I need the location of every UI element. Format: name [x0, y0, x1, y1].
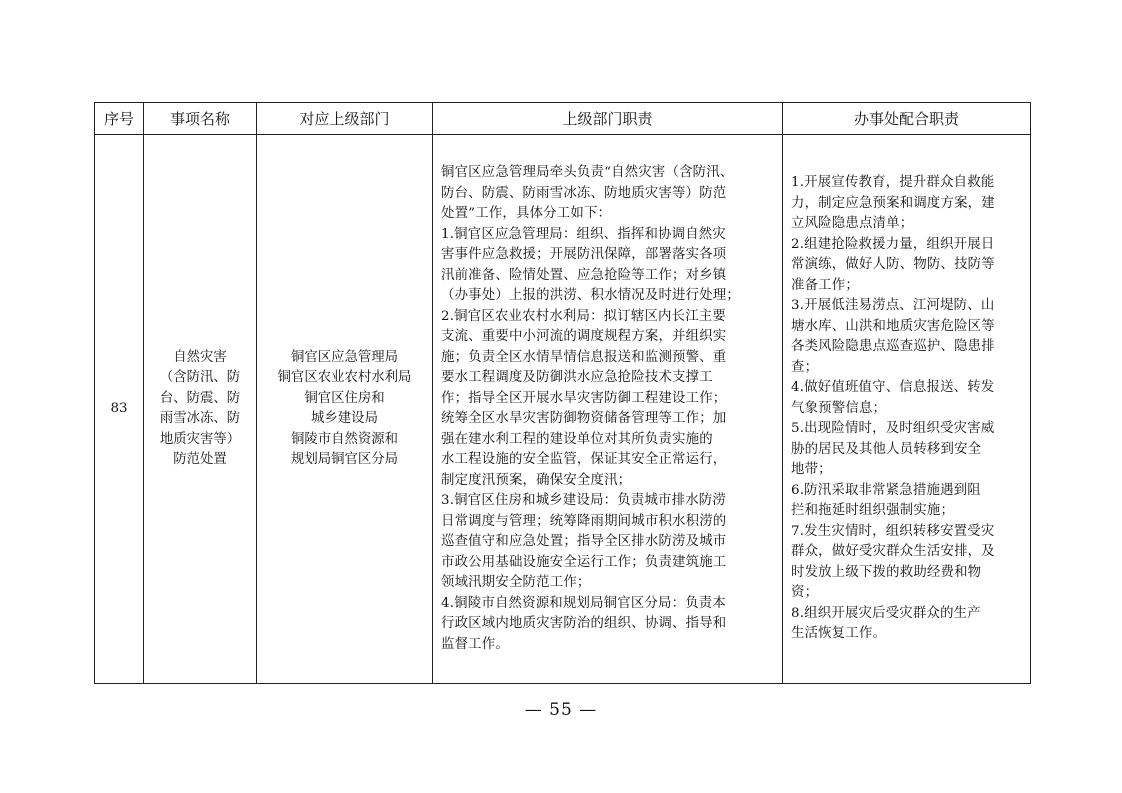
upper-duty-line: 2.铜官区农业农村水利局：拟订辖区内长江主要 [441, 308, 726, 324]
office-duty-line: 各类风险隐患点巡查巡护、隐患排 [791, 339, 995, 355]
department-line: 铜官区应急管理局 [290, 349, 399, 365]
row-index: 83 [95, 135, 144, 684]
header-upper-duties: 上级部门职责 [433, 103, 783, 135]
office-duty-line: 地带； [791, 462, 832, 478]
item-name-line: （含防汛、防 [159, 370, 241, 385]
upper-duty-line: 铜官区应急管理局牵头负责“自然灾害（含防汛、 [441, 165, 734, 180]
upper-duty-line: 统筹全区水旱灾害防御物资储备管理等工作；加 [441, 411, 727, 426]
department-line: 铜陵市自然资源和 [290, 431, 399, 447]
upper-duty-line: 日常调度与管理；统筹降雨期间城市积水积涝的 [441, 513, 727, 529]
row-upper-department [257, 135, 433, 684]
item-name-line: 台、防震、防 [159, 390, 241, 406]
item-name-line: 防范处置 [173, 452, 227, 467]
upper-duty-line: 水工程设施的安全监管，保证其安全正常运行， [441, 452, 727, 467]
row-item-name [144, 135, 257, 684]
office-duty-line: 胁的居民及其他人员转移到安全 [791, 441, 982, 457]
office-duty-line: 气象预警信息； [791, 400, 887, 416]
row-office-duties [783, 135, 1031, 684]
office-duty-line: 6.防汛采取非常紧急措施遇到阻 [791, 482, 981, 498]
office-duty-line: 准备工作； [791, 277, 859, 293]
office-duty-line: 时发放上级下拨的救助经费和物 [791, 564, 982, 580]
header-upper-department: 对应上级部门 [257, 103, 433, 135]
office-duty-line: 立风险隐患点清单； [791, 216, 914, 232]
upper-duty-line: 汛前准备、险情处置、应急抢险等工作；对乡镇 [441, 267, 727, 283]
department-line: 城乡建设局 [311, 411, 378, 426]
upper-duty-line: 要水工程调度及防御洪水应急抢险技术支撑工 [441, 370, 713, 385]
upper-duty-line: 支流、重要中小河流的调度规程方案，并组织实 [441, 329, 727, 344]
upper-duty-line: （办事处）上报的洪涝、积水情况及时进行处理； [441, 288, 740, 303]
upper-duty-line: 害事件应急救援；开展防汛保障，部署落实各项 [441, 247, 727, 262]
office-duty-line: 力，制定应急预案和调度方案，建 [791, 195, 995, 211]
upper-duty-line: 监督工作。 [441, 636, 509, 652]
office-duty-line: 资； [791, 585, 819, 601]
upper-duty-line: 处置”工作，具体分工如下： [441, 206, 612, 221]
item-name-line: 地质灾害等） [159, 431, 241, 447]
office-duty-line: 塘水库、山洪和地质灾害危险区等 [791, 318, 995, 334]
upper-duty-line: 强在建水利工程的建设单位对其所负责实施的 [441, 431, 713, 447]
header-office-duties: 办事处配合职责 [783, 103, 1031, 135]
upper-duty-line: 市政公用基础设施安全运行工作；负责建筑施工 [441, 554, 727, 570]
duty-table [94, 102, 1031, 684]
office-duty-line: 3.开展低洼易涝点、江河堤防、山 [791, 298, 995, 314]
upper-duty-line: 领域汛期安全防范工作； [441, 575, 591, 590]
table-header-row [95, 103, 1031, 135]
header-item-name: 事项名称 [144, 103, 257, 135]
table-row [95, 135, 1031, 684]
office-duty-line: 8.组织开展灾后受灾群众的生产 [791, 605, 981, 621]
office-duty-line: 2.组建抢险救援力量，组织开展日 [791, 236, 995, 252]
office-duty-line: 5.出现险情时，及时组织受灾害威 [791, 421, 995, 437]
office-duty-line: 拦和拖延时组织强制实施； [791, 503, 955, 519]
office-duty-line: 生活恢复工作。 [791, 626, 887, 642]
item-name-line: 雨雪冰冻、防 [159, 411, 241, 426]
office-duty-line: 4.做好值班值守、信息报送、转发 [791, 380, 995, 396]
office-duty-line: 群众，做好受灾群众生活安排，及 [791, 544, 995, 560]
upper-duty-line: 防台、防震、防雨雪冰冻、防地质灾害等）防范 [441, 185, 727, 201]
upper-duty-line: 施；负责全区水情旱情信息报送和监测预警、重 [441, 349, 727, 365]
item-name-line: 自然灾害 [173, 349, 227, 365]
department-line: 规划局铜官区分局 [290, 452, 399, 467]
department-line: 铜官区住房和 [304, 390, 385, 406]
department-line: 铜官区农业农村水利局 [277, 370, 412, 385]
upper-duty-line: 4.铜陵市自然资源和规划局铜官区分局：负责本 [441, 595, 726, 611]
upper-duty-line: 行政区域内地质灾害防治的组织、协调、指导和 [441, 616, 727, 631]
office-duty-line: 查； [791, 359, 819, 375]
upper-duty-line: 巡查值守和应急处置；指导全区排水防涝及城市 [441, 534, 727, 549]
upper-duty-line: 1.铜官区应急管理局：组织、指挥和协调自然灾 [441, 226, 726, 242]
page-number: — 55 — [524, 700, 598, 720]
office-duty-line: 1.开展宣传教育，提升群众自救能 [791, 175, 995, 191]
upper-duty-line: 作；指导全区开展水旱灾害防御工程建设工作； [441, 390, 727, 406]
office-duty-line: 常演练，做好人防、物防、技防等 [791, 257, 995, 273]
header-index: 序号 [95, 103, 144, 135]
upper-duty-line: 制定度汛预案，确保安全度汛； [441, 472, 632, 488]
upper-duty-line: 3.铜官区住房和城乡建设局：负责城市排水防涝 [441, 493, 726, 508]
row-upper-duties [433, 135, 783, 684]
office-duty-line: 7.发生灾情时，组织转移安置受灾 [791, 523, 995, 539]
